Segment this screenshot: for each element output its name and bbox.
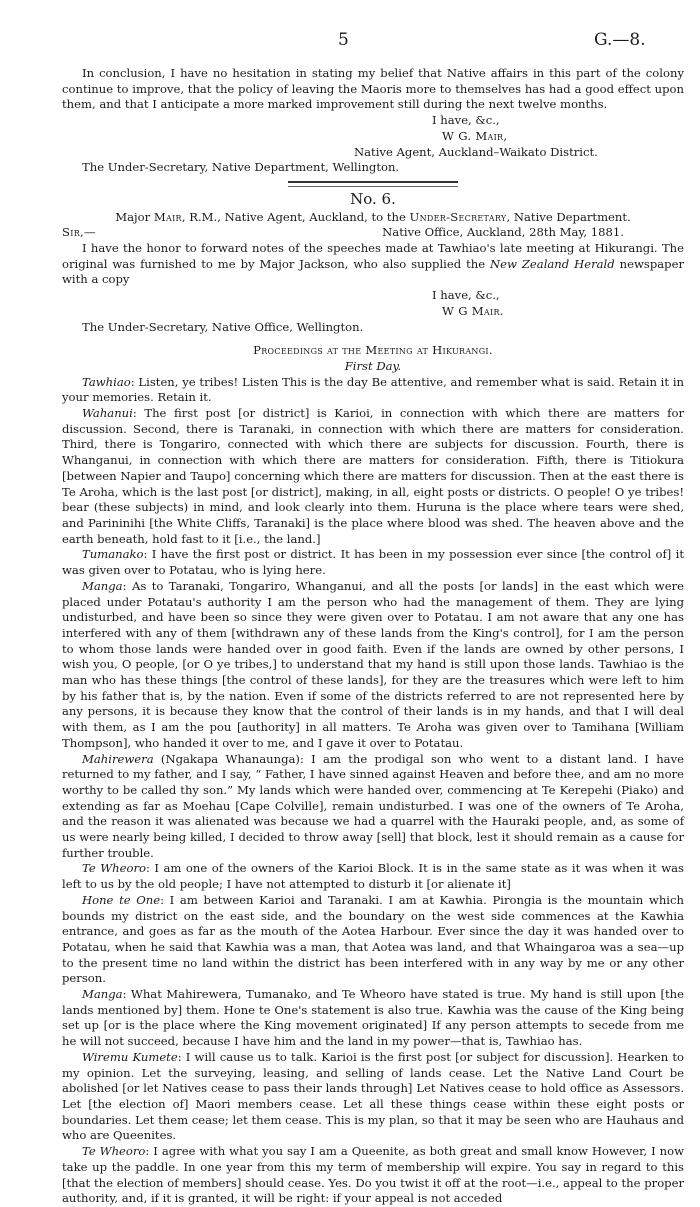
speech-text: : What Mahirewera, Tumanako, and Te Wheoro have stated is true. My hand is still upon [the lands mentioned by] them. Hone te One's statement is also true. Kawhia was the cause of the King being set up [or is the place where the King movement originated] If any person attempts to secede from me he will not succeed, because I have him and the land in my power—that is, Tawhiao has. <box>62 987 684 1049</box>
letter6-addressee: The Under-Secretary, Native Office, Wellington. <box>82 319 364 334</box>
section-divider <box>288 181 458 187</box>
speaker-name: Manga <box>82 987 123 1002</box>
speech-text: : I am between Karioi and Taranaki. I am at Kawhia. Pirongia is the mountain which bounds my district on the east side, and the boundary on the west side commences at the Kawhia entrance, and goes as far as the mouth of the Aotea Harbour. Ever since the day it was handed over to Potatau, when he said that Kawhia was a man, that Aotea was land, and that Whaingaroa was a sea—up to the present time no land within the district has been interfered with in any way by me or any other person. <box>62 892 684 986</box>
speech-paragraph <box>62 375 684 406</box>
speech-text: (Ngakapa Whanaunga): I am the prodigal son who went to a distant land. I have returned to my father, and I say, “ Father, I have sinned against Heaven and before thee, and am no more worthy to be called thy son.” My lands which were handed over, commencing at Te Kerepehi (Piako) and extending as far as Moehau [Cape Colville], remain undisturbed. I was one of the owners of Te Aroha, and the reason it was alienated was because we had a quarrel with the Hauraki people, and, as some of us were nearly being killed, I decided to throw away [sell] that block, lest it should remain as a cause for further trouble. <box>62 751 684 860</box>
newspaper-name: New Zealand Herald <box>490 256 615 271</box>
speech-paragraph <box>62 752 684 862</box>
speech-paragraph <box>62 579 684 752</box>
heading-to: Under-Secretary <box>409 209 507 224</box>
speaker-name: Wahanui <box>82 406 133 421</box>
heading-name: Mair <box>153 209 182 224</box>
heading-pre: Major <box>115 209 154 224</box>
speech-text: : I will cause us to talk. Karioi is the first post [or subject for discussion]. Hearken to my opinion. Let the surveying, leasing, and selling of lands cease. Let the Native Land Court be abolished [or let Natives cease to pass their lands through] Let Natives cease to hold office as Assessors. Let [the election of] Maori members cease. Let all these things cease within these eight posts or boundaries. Let them cease; let them cease. This is my plan, so that it may be seen who are Hauhaus and who are Queenites. <box>62 1049 684 1143</box>
heading-mid: , R.M., Native Agent, Auckland, to the <box>181 209 410 224</box>
place-date: Native Office, Auckland, 28th May, 1881. <box>382 225 624 240</box>
letter5-addressee: The Under-Secretary, Native Department, Wellington. <box>82 160 400 175</box>
letter5-closing: I have, &c., <box>432 113 500 128</box>
speech-text: : I agree with what you say I am a Queenite, as both great and small know However, I now take up the paddle. In one year from this my term of membership will expire. You say in regard to this [that the election of members] should cease. Yes. Do you twist it off at the root—i.e., appeal to the proper authority, and, if it is granted, it will be right: if your appeal is not acceded <box>62 1144 684 1206</box>
speech-text: : The first post [or district] is Karioi, in connection with which there are matters for discussion. Second, there is Taranaki, in connection with which there are matters for consideration. Third, there is Tongariro, connected with which there are subjects for discussion. Fourth, there is Whanganui, in connection with which there are matters for consideration. Fifth, there is Titiokura [between Napier and Taupo] concerning which there are matters for discussion. Then at the east there is Te Aroha, which is the last post [or district], making, in all, eight posts or districts. O people! O ye tribes! bear (these subjects) in mind, and look clearly into them. Huruna is the place where tears were shed, and Parininihi [the White Cliffs, Taranaki] is the place where blood was shed. The heaven above and the earth beneath, hold fast to it [i.e., the land.] <box>62 406 684 546</box>
speaker-name: Hone te One <box>82 892 161 907</box>
speech-paragraph <box>62 987 684 1050</box>
letter5-signature: W G. Mair, <box>442 128 508 143</box>
letter6-signature: W G Mair. <box>442 303 504 318</box>
heading-post: , Native Department. <box>506 209 631 224</box>
text-column <box>62 66 684 1207</box>
speaker-name: Tumanako <box>82 547 144 562</box>
letter6-body <box>62 241 684 288</box>
letter6-closing: I have, &c., <box>432 288 500 303</box>
speech-paragraph <box>62 406 684 547</box>
speech-paragraph <box>62 547 684 578</box>
body-text-a: I have the honor to forward notes of the speeches made at Tawhiao's late meeting at Hikurangi. The original was furnished to me by Major Jackson, who also supplied the <box>62 241 684 271</box>
letter5-title: Native Agent, Auckland–Waikato District. <box>354 144 598 159</box>
speaker-name: Te Wheoro <box>82 1144 146 1159</box>
speech-text: : I have the first post or district. It has been in my possession ever since [the control of] it was given over to Potatau, who is lying here. <box>62 547 684 578</box>
speaker-name: Mahirewera <box>82 751 154 766</box>
speaker-name: Tawhiao <box>82 374 131 389</box>
speech-text: : Listen, ye tribes! Listen This is the day Be attentive, and remember what is said. Retain it in your memories. Retain it. <box>62 374 684 405</box>
speech-paragraph <box>62 1144 684 1207</box>
letter-number: No. 6. <box>350 189 396 208</box>
speech-paragraph <box>62 893 684 987</box>
speech-text: : I am one of the owners of the Karioi Block. It is in the same state as it was when it was left to us by the old people; I have not attempted to disturb it [or alienate it] <box>62 861 684 892</box>
conclusion-paragraph: In conclusion, I have no hesitation in stating my belief that Native affairs in this part of the colony continue to improve, that the policy of leaving the Maoris more to themselves has had a good effect upon them, and that I anticipate a more marked improvement still during the next twelve months. <box>62 66 684 112</box>
speech-paragraph <box>62 1050 684 1144</box>
letter6-heading <box>62 210 684 226</box>
day-heading: First Day. <box>344 358 402 373</box>
body-text-b: newspaper with a copy <box>62 256 684 287</box>
speech-paragraph <box>62 861 684 892</box>
proceedings-title: Proceedings at the Meeting at Hikurangi. <box>253 343 493 358</box>
salutation: Sir,— <box>62 225 96 240</box>
speaker-name: Te Wheoro <box>82 861 146 876</box>
page-number: 5 <box>338 30 349 50</box>
speaker-name: Wiremu Kumete <box>82 1049 178 1064</box>
document-code: G.—8. <box>594 30 646 50</box>
speech-list <box>62 375 684 1207</box>
speech-text: : As to Taranaki, Tongariro, Whanganui, and all the posts [or lands] in the east which were placed under Potatau's authority I am the person who had the management of them. They are lying undisturbed, and have been so since they were given over to Potatau. I am not aware that any one has interfered with any of them [withdrawn any of these lands from the King's control], for I am the person to whom those lands were handed over in good faith. Even if the lands are owned by other persons, I wish you, O people, [or O ye tribes,] to understand that my hand is still upon those lands. Tawhiao is the man who has these things [the control of these lands], for they are the treasures which were left to him by his father that is, by the nation. Even if some of the districts referred to are not represented here by any persons, it is because they know that the control of their lands is in my hands, and that I will deal with them, as I am the pou [authority] in all matters. Te Aroha was given over to Tamihana [William Thompson], who handed it over to me, and I gave it over to Potatau. <box>62 578 684 750</box>
salutation-row <box>62 225 624 241</box>
speaker-name: Manga <box>82 578 123 593</box>
